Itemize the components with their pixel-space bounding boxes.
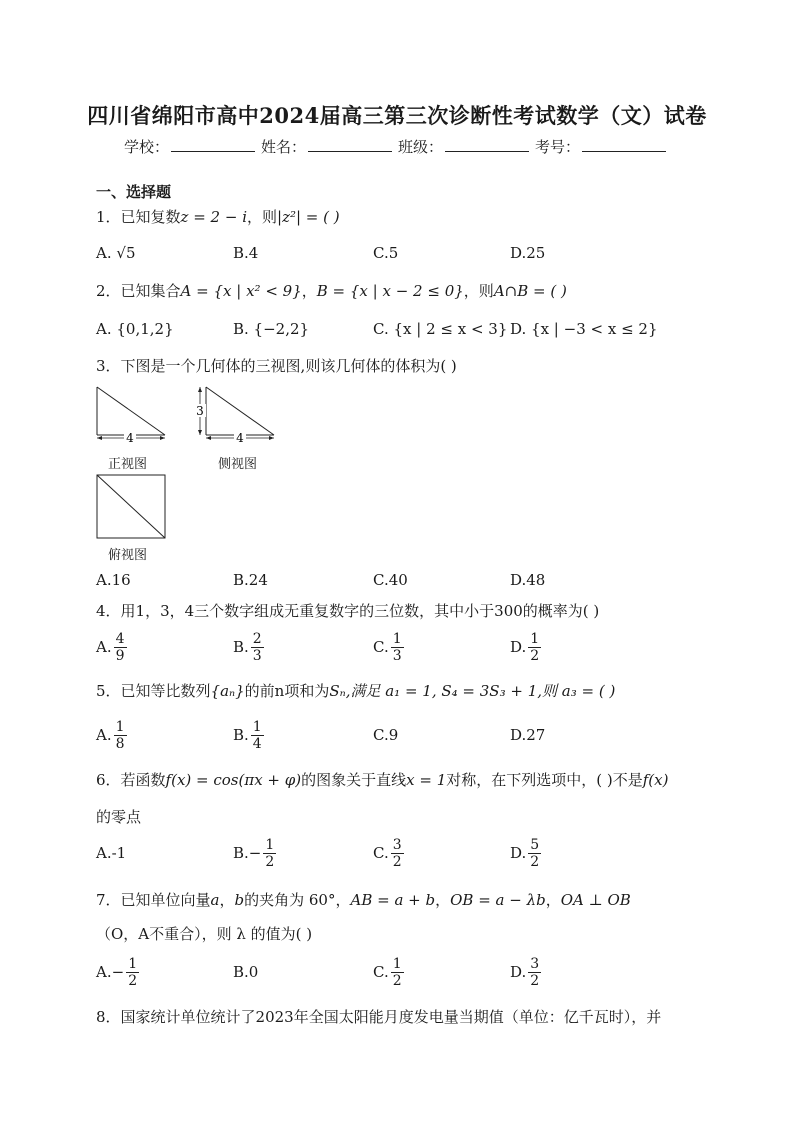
front-edge-hyp — [97, 387, 165, 435]
q4-c-fraction — [391, 631, 404, 664]
q4-d-fraction — [528, 631, 541, 664]
front-dim-text: 4 — [126, 431, 134, 444]
q1-a-label: A. — [96, 244, 112, 262]
q7-d-fraction — [528, 956, 541, 989]
q6-d-fraction — [528, 837, 541, 870]
q6-option-c[interactable] — [373, 833, 406, 873]
q6-post: 对称，在下列选项中，( )不是 — [446, 771, 643, 789]
question-4: 4．用1，3，4三个数字组成无重复数字的三位数，其中小于300的概率为( ) — [96, 602, 600, 620]
number-blank[interactable] — [582, 137, 666, 152]
q5-sn: Sₙ — [329, 682, 346, 700]
front-view-label: 正视图 — [108, 457, 148, 472]
q5-option-a[interactable] — [96, 715, 129, 755]
q2-stem: 2．已知集合 — [96, 282, 181, 300]
q6-fx: f(x) — [642, 771, 669, 789]
q2-option-b[interactable]: B. {−2,2} — [233, 320, 310, 338]
q7-stem: 7．已知单位向量 — [96, 891, 211, 909]
q7-options — [96, 952, 736, 992]
top-view-figure — [96, 474, 168, 540]
side-dim-arrow-left — [206, 436, 211, 440]
question-6-line2: 的零点 — [96, 808, 142, 826]
side-dim-w-text: 4 — [236, 431, 244, 444]
q1-option-c[interactable]: C.5 — [373, 244, 399, 262]
question-7 — [96, 889, 631, 910]
q7-sep2: ， — [435, 891, 451, 909]
q6-c-den: 2 — [392, 853, 402, 870]
q6-c-num: 3 — [392, 836, 402, 853]
question-2 — [96, 280, 567, 301]
q7-c-num: 1 — [392, 955, 402, 972]
question-3: 3．下图是一个几何体的三视图,则该几何体的体积为( ) — [96, 357, 457, 375]
q6-option-a[interactable]: A.-1 — [96, 844, 127, 862]
q4-option-d[interactable] — [510, 627, 543, 667]
side-dim-arrow-top — [198, 387, 202, 392]
q2-sep: ， — [301, 282, 317, 300]
q1-option-a[interactable] — [96, 233, 136, 273]
q7-vector-a: a — [210, 891, 220, 909]
q1-option-d[interactable]: D.25 — [510, 244, 546, 262]
q1-options — [96, 233, 736, 273]
q2-set-b: B = {x | x − 2 ≤ 0} — [316, 282, 464, 300]
q7-mid: 的夹角为 60°， — [244, 891, 351, 909]
q5-a-label: A. — [96, 726, 112, 744]
class-label: 班级： — [398, 138, 444, 156]
q4-c-label: C. — [373, 638, 389, 656]
q2-expr: A∩B = ( ) — [493, 282, 567, 300]
q5-stem: 5．已知等比数列 — [96, 682, 211, 700]
exam-title: 四川省绵阳市高中2024届高三第三次诊断性考试数学（文）试卷 — [87, 103, 707, 128]
q1-expr2: |z²| = ( ) — [277, 208, 340, 226]
q4-d-den: 2 — [530, 647, 540, 664]
q7-sep1: ， — [219, 891, 235, 909]
question-1 — [96, 206, 340, 227]
q5-b-fraction — [251, 719, 264, 752]
front-view-figure — [96, 386, 168, 444]
q6-line: x = 1 — [406, 771, 447, 789]
q5-option-c[interactable]: C.9 — [373, 726, 399, 744]
q4-b-num: 2 — [252, 630, 262, 647]
q7-vector-b: b — [234, 891, 245, 909]
q6-c-label: C. — [373, 844, 389, 862]
q7-a-fraction — [126, 956, 139, 989]
q4-a-den: 9 — [115, 647, 125, 664]
q6-b-sign: − — [248, 844, 262, 862]
q7-ob: OB = a − λb — [450, 891, 546, 909]
question-5 — [96, 680, 615, 701]
q5-option-b[interactable] — [233, 715, 266, 755]
q4-d-label: D. — [510, 638, 527, 656]
side-dim-h-text: 3 — [196, 404, 204, 418]
q4-c-num: 1 — [392, 630, 402, 647]
q7-c-den: 2 — [392, 972, 402, 989]
q4-b-label: B. — [233, 638, 249, 656]
q7-a-num: 1 — [128, 955, 138, 972]
q5-a-num: 1 — [115, 718, 125, 735]
q7-d-label: D. — [510, 963, 527, 981]
q7-option-d[interactable] — [510, 952, 543, 992]
q6-d-den: 2 — [530, 853, 540, 870]
q5-b-num: 1 — [252, 718, 262, 735]
q4-option-c[interactable] — [373, 627, 406, 667]
q6-c-fraction — [391, 837, 404, 870]
q6-func: f(x) = cos(πx + φ) — [165, 771, 302, 789]
q3-option-d[interactable]: D.48 — [510, 571, 546, 589]
q2-options — [96, 309, 736, 349]
q7-a-sign: − — [111, 963, 125, 981]
q4-a-label: A. — [96, 638, 112, 656]
q6-b-label: B. — [233, 844, 249, 862]
q5-a-den: 8 — [115, 735, 125, 752]
q7-d-num: 3 — [530, 955, 540, 972]
question-6 — [96, 769, 668, 790]
q7-ab: AB = a + b — [350, 891, 436, 909]
q5-a-fraction — [114, 719, 127, 752]
q2-option-c[interactable]: C. {x | 2 ≤ x < 3} — [373, 320, 508, 338]
q6-option-d[interactable] — [510, 833, 543, 873]
q3-options — [96, 560, 736, 600]
q1-option-b[interactable]: B.4 — [233, 244, 259, 262]
question-7-line2: （O，A不重合），则 λ 的值为( ) — [96, 925, 313, 943]
q5-b-den: 4 — [252, 735, 262, 752]
top-view-diagonal — [97, 475, 165, 538]
q6-b-den: 2 — [265, 853, 275, 870]
side-dim-arrow-right — [269, 436, 274, 440]
section-heading: 一、选择题 — [96, 183, 172, 201]
q6-b-fraction — [263, 837, 276, 870]
q4-b-den: 3 — [252, 647, 262, 664]
front-dim-arrow-right — [160, 436, 165, 440]
q5-option-d[interactable]: D.27 — [510, 726, 546, 744]
q7-a-den: 2 — [128, 972, 138, 989]
q5-cond: ,满足 a₁ = 1, S₄ = 3S₃ + 1,则 a₃ = ( ) — [345, 682, 616, 700]
name-label: 姓名： — [260, 138, 306, 156]
school-blank[interactable] — [171, 137, 255, 152]
number-label: 考号： — [535, 138, 581, 156]
side-dim-arrow-bottom — [198, 430, 202, 435]
student-info-line — [0, 136, 794, 157]
q5-options — [96, 715, 736, 755]
q5-seq: {aₙ} — [210, 682, 245, 700]
q4-a-num: 4 — [115, 630, 125, 647]
q7-option-a[interactable] — [96, 952, 141, 992]
q7-c-fraction — [391, 956, 404, 989]
q4-c-den: 3 — [392, 647, 402, 664]
q1-a-value: √5 — [116, 244, 136, 262]
q2-option-d[interactable]: D. {x | −3 < x ≤ 2} — [510, 320, 658, 338]
top-view-label: 俯视图 — [108, 548, 148, 563]
q3-option-a[interactable]: A.16 — [96, 571, 131, 589]
q2-option-a[interactable]: A. {0,1,2} — [96, 320, 174, 338]
q6-mid: 的图象关于直线 — [301, 771, 407, 789]
q3-option-b[interactable]: B.24 — [233, 571, 268, 589]
name-blank[interactable] — [308, 137, 392, 152]
side-view-figure — [192, 386, 278, 444]
q5-b-label: B. — [233, 726, 249, 744]
q6-stem: 6．若函数 — [96, 771, 166, 789]
question-8: 8．国家统计单位统计了2023年全国太阳能月度发电量当期值（单位：亿千瓦时），并 — [96, 1008, 662, 1026]
q7-option-c[interactable] — [373, 952, 406, 992]
side-view-label: 侧视图 — [218, 457, 258, 472]
side-edge-hyp — [206, 387, 274, 435]
q4-d-num: 1 — [530, 630, 540, 647]
q1-mid: ，则 — [247, 208, 278, 226]
q5-mid: 的前n项和为 — [244, 682, 330, 700]
q7-d-den: 2 — [530, 972, 540, 989]
q4-options — [96, 627, 736, 667]
q4-option-b[interactable] — [233, 627, 266, 667]
q7-perp: OA ⊥ OB — [560, 891, 631, 909]
q2-set-a: A = {x | x² < 9} — [180, 282, 302, 300]
q7-a-label: A. — [96, 963, 112, 981]
q1-stem: 1．已知复数 — [96, 208, 181, 226]
class-blank[interactable] — [445, 137, 529, 152]
school-label: 学校： — [123, 138, 169, 156]
q7-option-b[interactable]: B.0 — [233, 963, 259, 981]
q6-option-b[interactable] — [233, 833, 278, 873]
q6-d-label: D. — [510, 844, 527, 862]
q3-option-c[interactable]: C.40 — [373, 571, 408, 589]
q7-c-label: C. — [373, 963, 389, 981]
q1-expr: z = 2 − i — [180, 208, 247, 226]
q4-b-fraction — [251, 631, 264, 664]
q6-d-num: 5 — [530, 836, 540, 853]
q4-a-fraction — [114, 631, 127, 664]
q6-b-num: 1 — [265, 836, 275, 853]
q7-sep3: ， — [545, 891, 561, 909]
q4-option-a[interactable] — [96, 627, 129, 667]
front-dim-arrow-left — [97, 436, 102, 440]
q2-mid: ，则 — [463, 282, 494, 300]
q6-options — [96, 833, 736, 873]
